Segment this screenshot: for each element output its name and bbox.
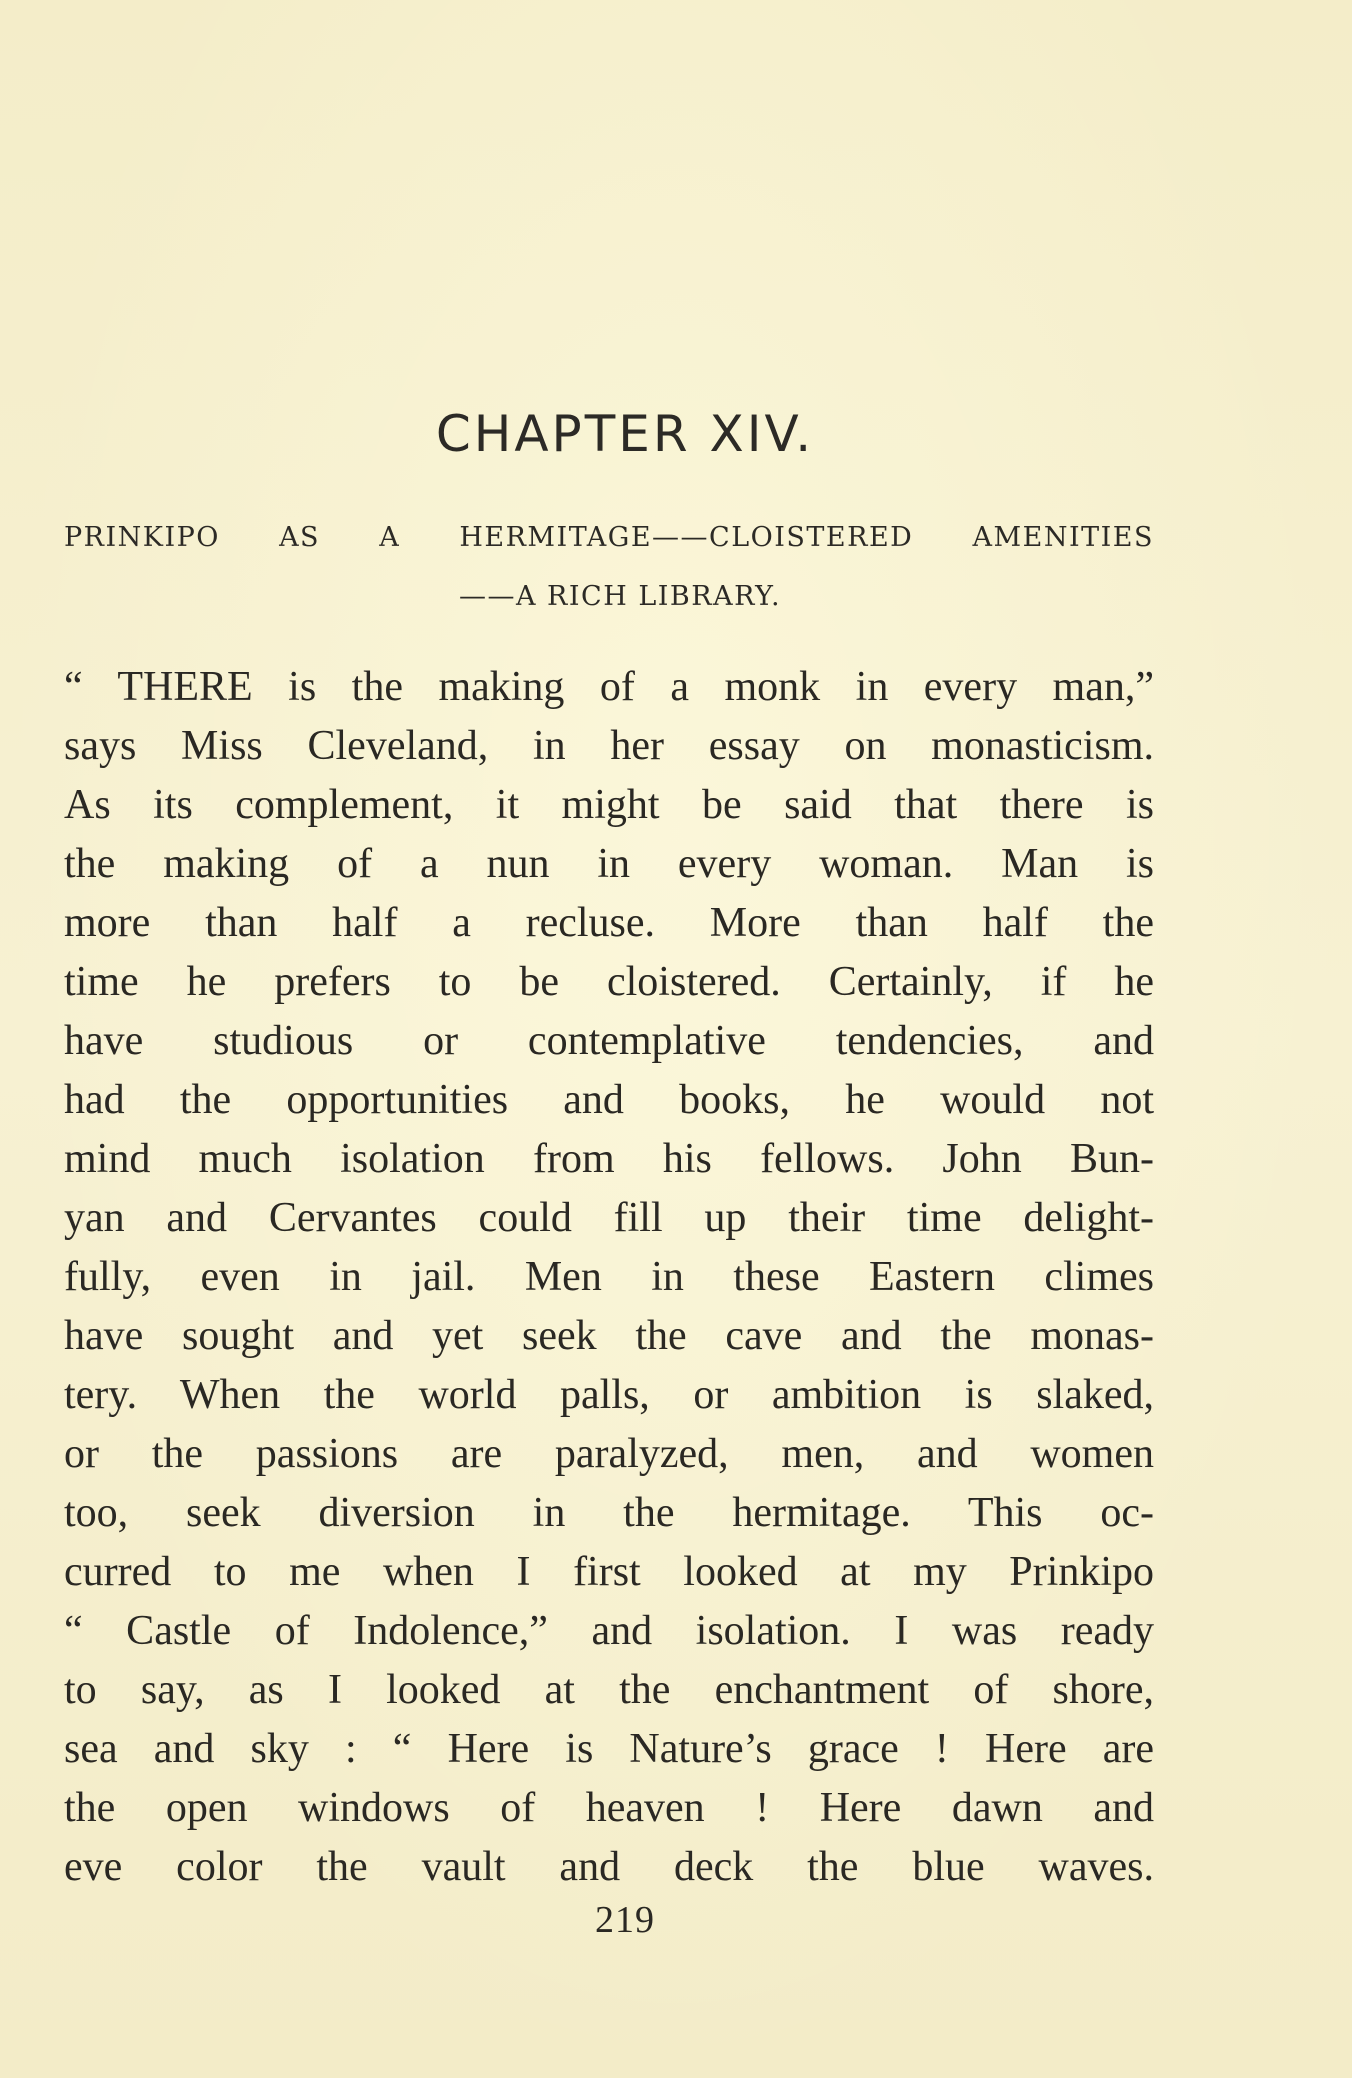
page-number: 219 — [595, 1899, 655, 1941]
body-line: eve color the vault and deck the blue waves. — [64, 1844, 1154, 1890]
body-line: sea and sky : “ Here is Nature’s grace ! Here are — [64, 1726, 1154, 1772]
chapter-title: CHAPTER XIV. — [435, 405, 815, 463]
body-line: As its complement, it might be said that there is — [64, 782, 1154, 828]
body-line: yan and Cervantes could fill up their time delight- — [64, 1195, 1154, 1241]
body-line: the open windows of heaven ! Here dawn and — [64, 1785, 1154, 1831]
body-line: time he prefers to be cloistered. Certainly, if he — [64, 959, 1154, 1005]
body-line: “ Castle of Indolence,” and isolation. I was ready — [64, 1608, 1154, 1654]
body-line: the making of a nun in every woman. Man is — [64, 841, 1154, 887]
body-line: mind much isolation from his fellows. John Bun- — [64, 1136, 1154, 1182]
body-line: tery. When the world palls, or ambition is slaked, — [64, 1372, 1154, 1418]
body-line: to say, as I looked at the enchantment of shore, — [64, 1667, 1154, 1713]
body-line: more than half a recluse. More than half the — [64, 900, 1154, 946]
body-line: “ THERE is the making of a monk in every man,” — [64, 664, 1154, 710]
body-line: had the opportunities and books, he would not — [64, 1077, 1154, 1123]
body-line: too, seek diversion in the hermitage. This oc- — [64, 1490, 1154, 1536]
chapter-subtitle-line-1: PRINKIPO AS A HERMITAGE——CLOISTERED AMENITIES — [64, 522, 1154, 553]
body-line: or the passions are paralyzed, men, and women — [64, 1431, 1154, 1477]
chapter-subtitle-line-2: ——A RICH LIBRARY. — [458, 581, 782, 612]
body-line: have studious or contemplative tendencies, and — [64, 1018, 1154, 1064]
body-line: have sought and yet seek the cave and the monas- — [64, 1313, 1154, 1359]
body-line: curred to me when I first looked at my Prinkipo — [64, 1549, 1154, 1595]
body-line: says Miss Cleveland, in her essay on monasticism. — [64, 723, 1154, 769]
body-line: fully, even in jail. Men in these Eastern climes — [64, 1254, 1154, 1300]
